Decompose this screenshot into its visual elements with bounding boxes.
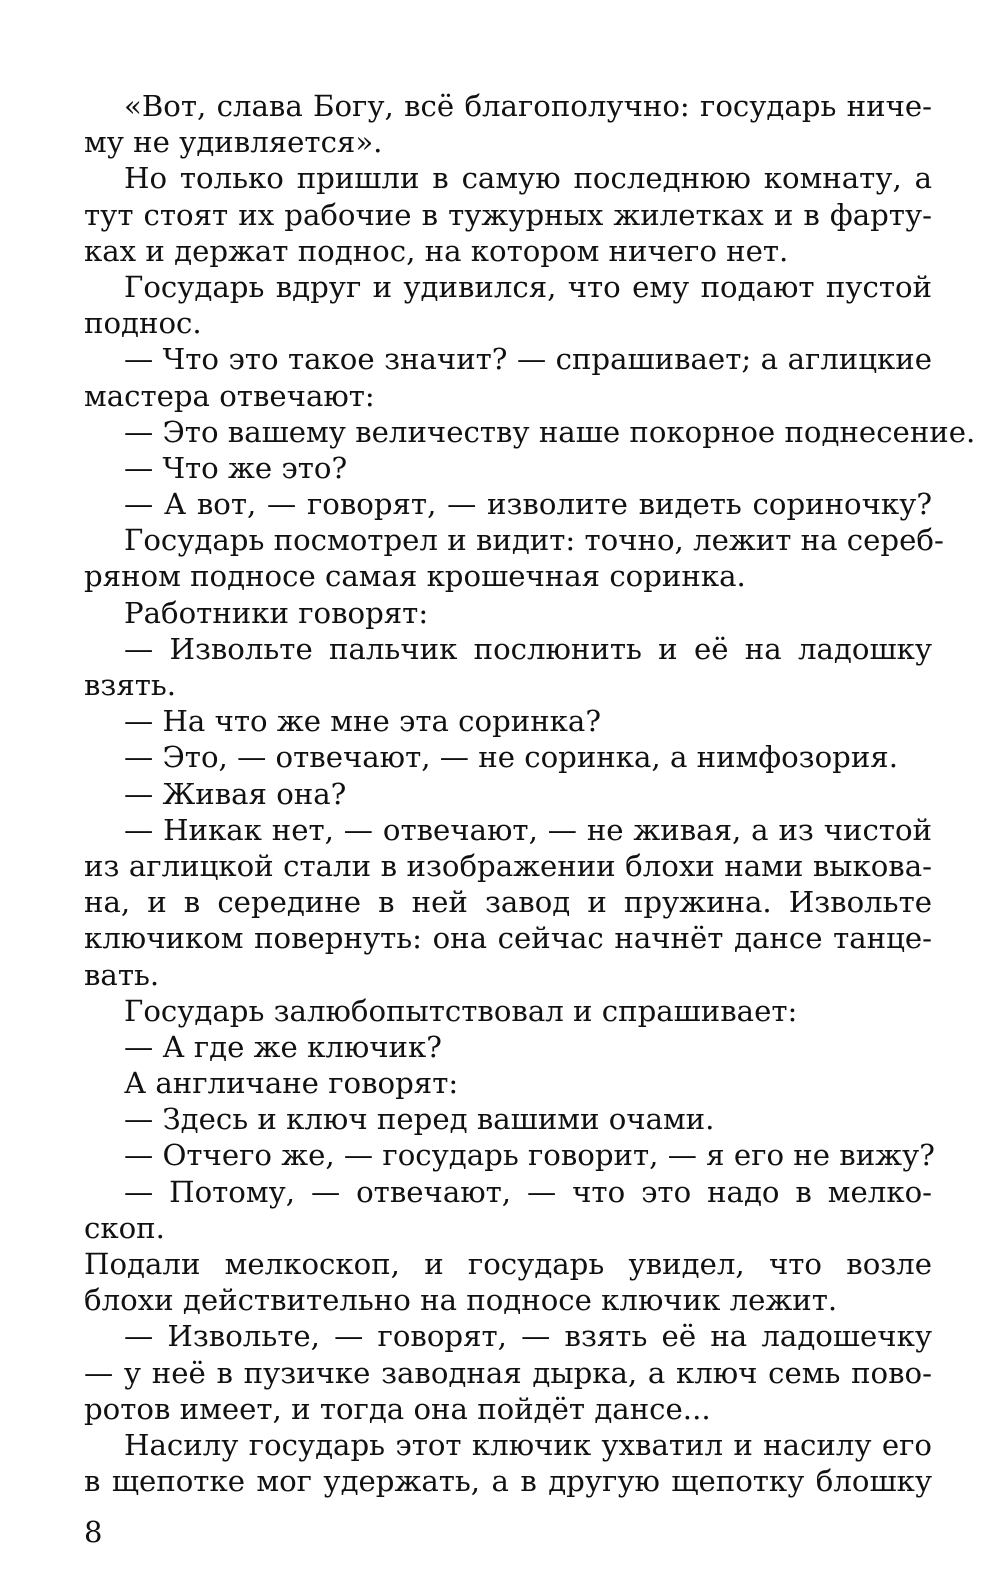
text-line: — Это вашему величеству наше покорное поднесение. [124,414,976,449]
text-line: ротов имеет, и тогда она пойдёт дансе... [84,1391,711,1426]
text-line: А англичане говорят: [124,1066,459,1101]
text-line: Работники говорят: [124,595,429,630]
text-line: скоп. [84,1210,165,1245]
text-line: взять. [84,668,177,702]
text-line: на, и в середине в ней завод и пружина. Извольте [84,885,932,920]
text-line: Государь посмотрел и видит: точно, лежит на сереб- [124,523,944,558]
text-line: — На что же мне эта соринка? [124,704,601,739]
book-page-text [84,88,976,1499]
text-line: Государь залюбопытствовал и спрашивает: [124,993,798,1028]
text-line: вать. [84,957,160,992]
text-line: му не удивляется». [84,125,383,160]
text-line: — Что это такое значит? — спрашивает; а аглицкие [124,342,932,377]
text-line: мастера отвечают: [84,378,375,413]
text-line: — Никак нет, — отвечают, — не живая, а из чистой [124,812,932,847]
text-line: «Вот, слава Богу, всё благополучно: государь ниче- [124,89,932,123]
text-line: из аглицкой стали в изображении блохи нами выкова- [84,848,932,883]
text-line: Подали мелкоскоп, и государь увидел, что возле [84,1247,932,1281]
text-line: блохи действительно на подносе ключик лежит. [84,1283,838,1318]
text-line: ках и держат поднос, на котором ничего нет. [84,233,789,268]
text-line: — А вот, — говорят, — изволите видеть сориночку? [124,487,932,522]
text-line: — Потому, — отвечают, — что это надо в мелко- [124,1174,932,1209]
text-line: — у неё в пузичке заводная дырка, а ключ семь пово- [84,1355,932,1390]
text-line: Но только пришли в самую последнюю комнату, а [124,161,932,196]
text-line: в щепотке мог удержать, а в другую щепотку блошку [84,1464,932,1499]
text-line: ключиком повернуть: она сейчас начнёт дансе танце- [84,921,932,956]
text-line: Государь вдруг и удивился, что ему подают пустой [124,269,932,304]
text-line: — Это, — отвечают, — не соринка, а нимфозория. [124,740,898,775]
text-line: — Живая она? [124,776,347,811]
page-number: 8 [84,1515,103,1549]
text-line: — Отчего же, — государь говорит, — я его не вижу? [124,1138,935,1173]
text-line: поднос. [84,306,202,341]
text-line: — Что же это? [124,450,348,485]
text-line: — Здесь и ключ перед вашими очами. [124,1102,715,1137]
text-line: Насилу государь этот ключик ухватил и насилу его [124,1427,932,1462]
text-line: тут стоят их рабочие в тужурных жилетках и в фарту- [84,197,932,232]
text-line: — Извольте, — говорят, — взять её на ладошечку [124,1319,932,1354]
text-line: ряном подносе самая крошечная соринка. [84,559,746,594]
text-line: — А где же ключик? [124,1029,442,1064]
text-line: — Извольте пальчик послюнить и её на ладошку [124,631,932,666]
